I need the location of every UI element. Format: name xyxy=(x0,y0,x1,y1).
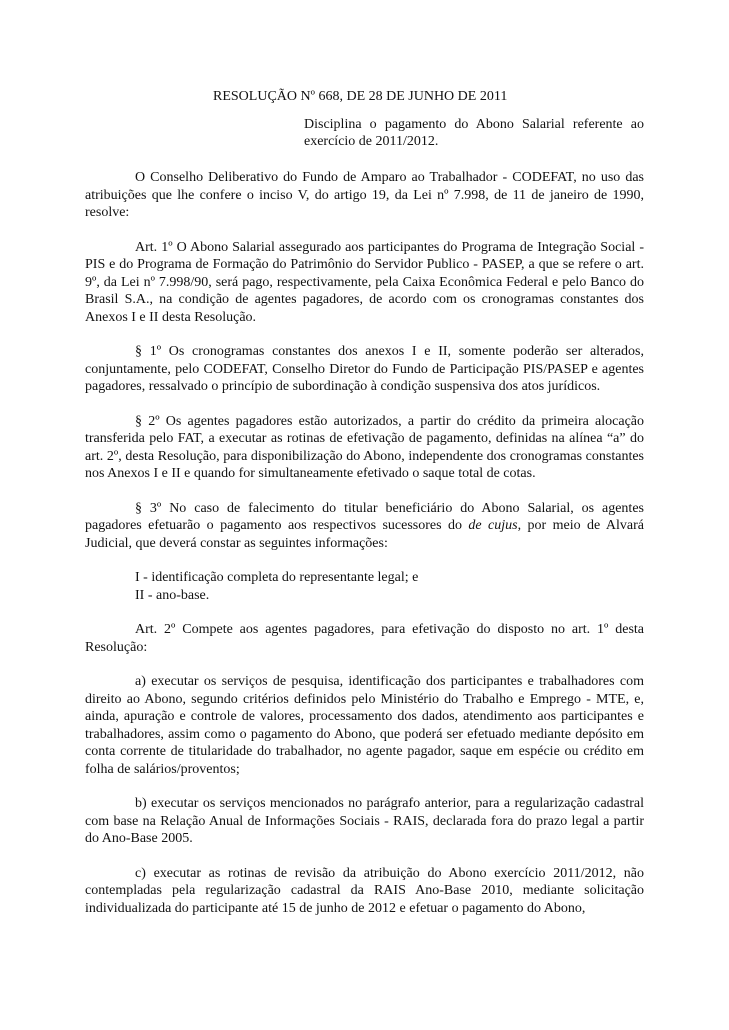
article-1-section-3 xyxy=(85,500,644,553)
article-2-item-c: c) executar as rotinas de revisão da atribuição do Abono exercício 2011/2012, não contempladas pela regularização cadastral da RAIS Ano-Base 2010, mediante solicitação individualizada do participante até 15 de junho de 2012 e efetuar o pagamento do Abono, xyxy=(85,865,644,916)
article-2-item-a: a) executar os serviços de pesquisa, identificação dos participantes e trabalhadores com direito ao Abono, segundo critérios definidos pelo Ministério do Trabalho e Emprego - MTE, e, ainda, apuração e controle de valores, processamento dos dados, atendimento aos participantes e trabalhadores, assim como o pagamento do Abono, que poderá ser efetuado mediante depósito em conta corrente de titularidade do trabalhador, no agente pagador, saque em espécie ou crédito em folha de salários/proventos; xyxy=(85,674,644,777)
article-2-paragraph: Art. 2º Compete aos agentes pagadores, para efetivação do disposto no art. 1º desta Resolução: xyxy=(85,622,644,655)
article-2-item-b: b) executar os serviços mencionados no parágrafo anterior, para a regularização cadastral com base na Relação Anual de Informações Sociais - RAIS, declarada fora do prazo legal a partir do Ano-Base 2005. xyxy=(85,796,644,846)
resolution-summary: Disciplina o pagamento do Abono Salarial referente ao exercício de 2011/2012. xyxy=(304,117,644,149)
preamble-paragraph: O Conselho Deliberativo do Fundo de Amparo ao Trabalhador - CODEFAT, no uso das atribuições que lhe confere o inciso V, do artigo 19, da Lei nº 7.998, de 11 de janeiro de 1990, resolve: xyxy=(85,170,644,220)
article-1-paragraph: Art. 1º O Abono Salarial assegurado aos participantes do Programa de Integração Social - PIS e do Programa de Formação do Patrimônio do Servidor Publico - PASEP, a que se refere o art. 9º, da Lei nº 7.998/90, será pago, respectivamente, pela Caixa Econômica Federal e pelo Banco do Brasil S.A., na condição de agentes pagadores, de acordo com os cronogramas constantes dos Anexos I e II desta Resolução. xyxy=(85,239,644,325)
section-3-text-end: , por meio de Alvará Judicial, que deverá constar as seguintes informações: xyxy=(85,518,645,551)
article-1-section-1: § 1º Os cronogramas constantes dos anexos I e II, somente poderão ser alterados, conjuntamente, pelo CODEFAT, Conselho Diretor do Fundo de Participação PIS/PASEP e agentes pagadores, ressalvado o princípio de subordinação à condição suspensiva dos atos jurídicos. xyxy=(85,344,644,394)
section-3-text-start: § 3º No caso de falecimento do titular beneficiário do Abono Salarial, os agentes pagadores efetuarão o pagamento aos respectivos sucessores do xyxy=(85,500,644,533)
section-3-italic-term: de cujus xyxy=(468,518,518,533)
list-item-i: I - identificação completa do representante legal; e xyxy=(135,570,419,585)
resolution-title: RESOLUÇÃO Nº 668, DE 28 DE JUNHO DE 2011 xyxy=(213,89,508,104)
list-item-ii: II - ano-base. xyxy=(135,587,210,603)
article-1-section-2: § 2º Os agentes pagadores estão autorizados, a partir do crédito da primeira alocação transferida pelo FAT, a executar as rotinas de efetivação de pagamento, definidas na alínea “a” do art. 2º, desta Resolução, para disponibilização do Abono, independente dos cronogramas constantes nos Anexos I e II e quando for simultaneamente efetivado o saque total de cotas. xyxy=(85,413,644,481)
required-information-list xyxy=(85,569,644,604)
